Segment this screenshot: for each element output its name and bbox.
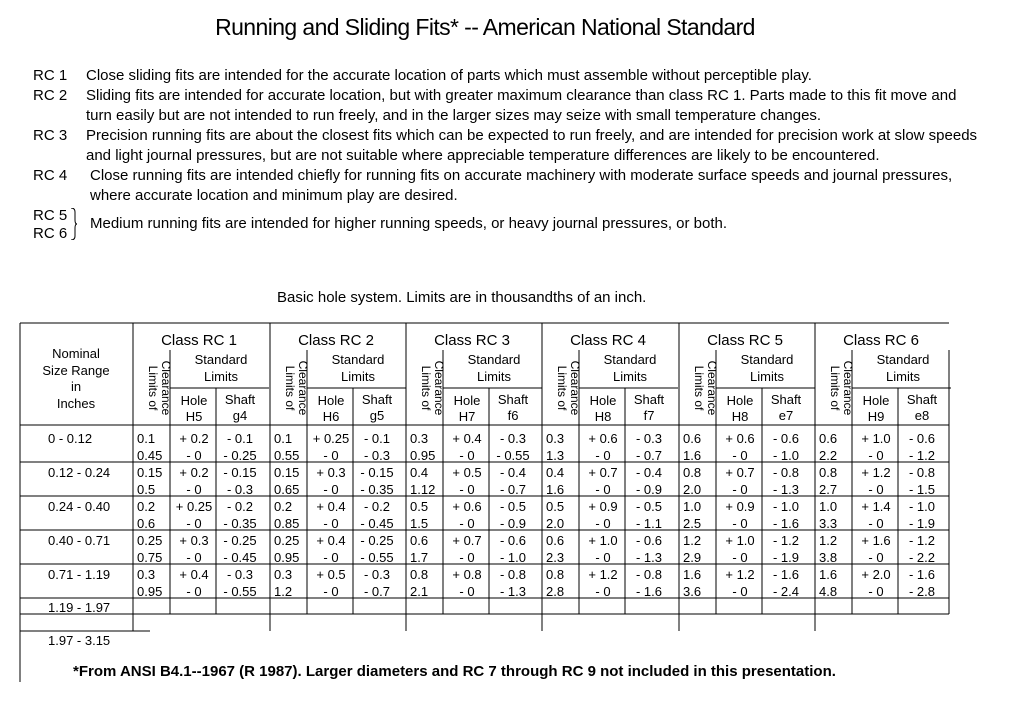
hole-upper-limit: + 1.6: [861, 533, 891, 548]
clearance-max: 2.7: [819, 482, 838, 497]
hole-upper-limit: + 1.0: [725, 533, 755, 548]
hole-upper-limit: + 1.0: [861, 431, 891, 446]
shaft-lower-limit: - 0.7: [635, 448, 663, 463]
hole-upper-limit: + 0.8: [452, 567, 482, 582]
class-header: Class RC 6: [843, 332, 919, 349]
shaft-lower-limit: - 0.7: [363, 584, 391, 599]
hole-upper-limit: + 0.7: [725, 465, 755, 480]
shaft-grade-label: f6: [507, 408, 519, 423]
clearance-label: Limits of: [828, 365, 842, 411]
size-range-label: 0.12 - 0.24: [48, 465, 111, 480]
shaft-grade-label: e7: [778, 408, 794, 423]
shaft-lower-limit: - 2.8: [908, 584, 936, 599]
hole-lower-limit: - 0: [868, 516, 884, 531]
clearance-min: 0.6: [683, 431, 702, 446]
shaft-lower-limit: - 1.6: [772, 516, 800, 531]
definition-text: Close running fits are intended chiefly for running fits on accurate machinery with moderate surface speeds and journal pressures, where accurate location and minimum play are desired.: [90, 167, 953, 204]
clearance-min: 0.6: [819, 431, 838, 446]
hole-lower-limit: - 0: [323, 516, 339, 531]
clearance-label: Limits of: [555, 365, 569, 411]
shaft-upper-limit: - 0.8: [499, 567, 527, 582]
clearance-max: 0.6: [137, 516, 156, 531]
size-range-label: 1.19 - 1.97: [48, 600, 111, 615]
shaft-lower-limit: - 0.25: [223, 448, 257, 463]
nominal-header: Nominal: [52, 346, 100, 361]
standard-label: Standard: [603, 352, 657, 367]
hole-lower-limit: - 0: [732, 550, 748, 565]
clearance-max: 1.12: [410, 482, 436, 497]
hole-lower-limit: - 0: [595, 448, 611, 463]
hole-grade-label: H8: [594, 409, 612, 424]
shaft-lower-limit: - 1.0: [772, 448, 800, 463]
hole-lower-limit: - 0: [186, 584, 202, 599]
hole-lower-limit: - 0: [186, 482, 202, 497]
shaft-lower-limit: - 0.3: [226, 482, 254, 497]
shaft-lower-limit: - 0.45: [223, 550, 257, 565]
hole-upper-limit: + 0.5: [452, 465, 482, 480]
shaft-lower-limit: - 1.9: [908, 516, 936, 531]
clearance-max: 2.9: [683, 550, 702, 565]
shaft-upper-limit: - 1.0: [908, 499, 936, 514]
hole-lower-limit: - 0: [868, 550, 884, 565]
definition-code: RC 1: [33, 67, 68, 84]
hole-lower-limit: - 0: [186, 448, 202, 463]
shaft-lower-limit: - 1.9: [772, 550, 800, 565]
hole-upper-limit: + 0.4: [316, 533, 346, 548]
nominal-header: in: [70, 379, 82, 394]
hole-lower-limit: - 0: [732, 448, 748, 463]
shaft-lower-limit: - 0.35: [223, 516, 257, 531]
hole-lower-limit: - 0: [186, 550, 202, 565]
hole-lower-limit: - 0: [323, 550, 339, 565]
hole-lower-limit: - 0: [323, 482, 339, 497]
hole-label: Hole: [589, 393, 617, 408]
shaft-upper-limit: - 1.6: [908, 567, 936, 582]
hole-upper-limit: + 0.9: [588, 499, 618, 514]
nominal-header: Inches: [56, 396, 96, 411]
hole-grade-label: H9: [867, 409, 885, 424]
clearance-max: 0.95: [274, 550, 300, 565]
clearance-min: 0.25: [137, 533, 163, 548]
shaft-lower-limit: - 0.55: [496, 448, 530, 463]
clearance-min: 0.1: [274, 431, 293, 446]
hole-upper-limit: + 0.4: [316, 499, 346, 514]
limits-label: Limits: [477, 369, 511, 384]
hole-upper-limit: + 0.7: [588, 465, 618, 480]
clearance-label: Clearance: [159, 360, 173, 416]
shaft-label: Shaft: [224, 392, 256, 407]
clearance-min: 0.3: [274, 567, 293, 582]
hole-upper-limit: + 0.6: [588, 431, 618, 446]
shaft-upper-limit: - 1.2: [772, 533, 800, 548]
clearance-label: Clearance: [568, 360, 582, 416]
shaft-lower-limit: - 0.55: [223, 584, 257, 599]
class-header: Class RC 1: [161, 332, 237, 349]
standard-label: Standard: [876, 352, 930, 367]
clearance-min: 1.0: [819, 499, 838, 514]
hole-upper-limit: + 0.2: [179, 431, 209, 446]
clearance-max: 2.5: [683, 516, 702, 531]
clearance-max: 2.8: [546, 584, 565, 599]
clearance-max: 0.5: [137, 482, 156, 497]
shaft-upper-limit: - 0.3: [499, 431, 527, 446]
hole-lower-limit: - 0: [595, 482, 611, 497]
clearance-min: 1.2: [819, 533, 838, 548]
shaft-upper-limit: - 0.2: [226, 499, 254, 514]
hole-lower-limit: - 0: [459, 448, 475, 463]
definition-code: RC 3: [33, 127, 68, 144]
definition-code: RC 2: [33, 87, 68, 104]
clearance-max: 2.3: [546, 550, 565, 565]
shaft-grade-label: f7: [643, 408, 655, 423]
shaft-upper-limit: - 0.5: [499, 499, 527, 514]
clearance-max: 1.7: [410, 550, 429, 565]
definition-code: RC 5: [33, 207, 68, 224]
clearance-max: 3.3: [819, 516, 838, 531]
hole-lower-limit: - 0: [459, 584, 475, 599]
hole-lower-limit: - 0: [868, 448, 884, 463]
definition-text: Precision running fits are about the closest fits which can be expected to run freely, and are intended for precision work at slow speeds and light journal pressures, but are not suitable where appreciable temperature differences are likely to be encountered.: [86, 127, 978, 164]
hole-upper-limit: + 0.6: [452, 499, 482, 514]
clearance-min: 0.2: [274, 499, 293, 514]
shaft-upper-limit: - 0.3: [226, 567, 254, 582]
clearance-label: Limits of: [692, 365, 706, 411]
shaft-lower-limit: - 0.9: [635, 482, 663, 497]
clearance-min: 0.15: [137, 465, 163, 480]
shaft-upper-limit: - 0.8: [635, 567, 663, 582]
clearance-min: 0.5: [410, 499, 429, 514]
hole-lower-limit: - 0: [323, 448, 339, 463]
hole-upper-limit: + 0.3: [316, 465, 346, 480]
hole-grade-label: H8: [731, 409, 749, 424]
clearance-min: 0.8: [683, 465, 702, 480]
shaft-upper-limit: - 1.6: [772, 567, 800, 582]
clearance-max: 1.2: [274, 584, 293, 599]
clearance-max: 1.6: [546, 482, 565, 497]
shaft-label: Shaft: [906, 392, 938, 407]
hole-label: Hole: [862, 393, 890, 408]
limits-label: Limits: [204, 369, 238, 384]
clearance-min: 0.3: [546, 431, 565, 446]
shaft-upper-limit: - 0.6: [772, 431, 800, 446]
hole-grade-label: H7: [458, 409, 476, 424]
shaft-upper-limit: - 0.6: [908, 431, 936, 446]
clearance-min: 0.6: [546, 533, 565, 548]
clearance-min: 0.5: [546, 499, 565, 514]
hole-upper-limit: + 1.2: [861, 465, 891, 480]
clearance-max: 0.95: [137, 584, 163, 599]
hole-upper-limit: + 1.4: [861, 499, 891, 514]
footnote: *From ANSI B4.1--1967 (R 1987). Larger diameters and RC 7 through RC 9 not included in this presentation.: [73, 663, 836, 680]
clearance-min: 0.4: [546, 465, 565, 480]
clearance-label: Clearance: [296, 360, 310, 416]
shaft-lower-limit: - 1.1: [635, 516, 663, 531]
hole-label: Hole: [180, 393, 208, 408]
clearance-min: 0.25: [274, 533, 300, 548]
standard-label: Standard: [331, 352, 385, 367]
definition-code: RC 4: [33, 167, 68, 184]
shaft-lower-limit: - 0.55: [360, 550, 394, 565]
clearance-min: 1.6: [683, 567, 702, 582]
shaft-upper-limit: - 0.5: [635, 499, 663, 514]
hole-lower-limit: - 0: [595, 550, 611, 565]
standard-label: Standard: [467, 352, 521, 367]
size-range-label: 1.97 - 3.15: [48, 633, 111, 648]
shaft-upper-limit: - 1.0: [772, 499, 800, 514]
shaft-upper-limit: - 0.8: [908, 465, 936, 480]
definition-text: Medium running fits are intended for higher running speeds, or heavy journal pressures, or both.: [90, 215, 728, 232]
hole-upper-limit: + 1.0: [588, 533, 618, 548]
clearance-max: 1.5: [410, 516, 429, 531]
shaft-lower-limit: - 1.3: [499, 584, 527, 599]
clearance-max: 1.3: [546, 448, 565, 463]
shaft-upper-limit: - 0.6: [499, 533, 527, 548]
class-header: Class RC 4: [570, 332, 646, 349]
shaft-lower-limit: - 0.9: [499, 516, 527, 531]
page-title: Running and Sliding Fits* -- American National Standard: [215, 14, 755, 40]
size-range-label: 0.40 - 0.71: [48, 533, 111, 548]
limits-label: Limits: [750, 369, 784, 384]
clearance-min: 0.6: [410, 533, 429, 548]
clearance-label: Clearance: [432, 360, 446, 416]
clearance-min: 0.8: [819, 465, 838, 480]
hole-grade-label: H5: [185, 409, 203, 424]
clearance-max: 3.8: [819, 550, 838, 565]
hole-lower-limit: - 0: [868, 584, 884, 599]
clearance-max: 0.55: [274, 448, 300, 463]
hole-grade-label: H6: [322, 409, 340, 424]
standard-label: Standard: [740, 352, 794, 367]
clearance-max: 0.95: [410, 448, 436, 463]
shaft-lower-limit: - 0.3: [363, 448, 391, 463]
shaft-upper-limit: - 0.4: [499, 465, 527, 480]
clearance-label: Clearance: [705, 360, 719, 416]
shaft-label: Shaft: [770, 392, 802, 407]
definition-text: Close sliding fits are intended for the accurate location of parts which must assemble without perceptible play.: [86, 67, 812, 84]
shaft-upper-limit: - 0.25: [360, 533, 394, 548]
shaft-lower-limit: - 1.2: [908, 448, 936, 463]
shaft-upper-limit: - 0.15: [360, 465, 394, 480]
shaft-upper-limit: - 0.2: [363, 499, 391, 514]
hole-upper-limit: + 0.3: [179, 533, 209, 548]
hole-lower-limit: - 0: [868, 482, 884, 497]
clearance-max: 3.6: [683, 584, 702, 599]
basic-hole-note: Basic hole system. Limits are in thousandths of an inch.: [277, 289, 647, 306]
clearance-max: 2.0: [683, 482, 702, 497]
class-header: Class RC 2: [298, 332, 374, 349]
hole-upper-limit: + 0.4: [179, 567, 209, 582]
hole-upper-limit: + 0.7: [452, 533, 482, 548]
clearance-max: 2.0: [546, 516, 565, 531]
clearance-min: 0.2: [137, 499, 156, 514]
clearance-max: 0.45: [137, 448, 163, 463]
hole-label: Hole: [726, 393, 754, 408]
clearance-min: 0.3: [137, 567, 156, 582]
shaft-lower-limit: - 1.5: [908, 482, 936, 497]
limits-label: Limits: [341, 369, 375, 384]
clearance-max: 2.2: [819, 448, 838, 463]
clearance-max: 0.85: [274, 516, 300, 531]
hole-upper-limit: + 0.2: [179, 465, 209, 480]
class-header: Class RC 5: [707, 332, 783, 349]
clearance-label: Clearance: [841, 360, 855, 416]
hole-label: Hole: [453, 393, 481, 408]
shaft-lower-limit: - 2.2: [908, 550, 936, 565]
clearance-min: 0.1: [137, 431, 156, 446]
hole-upper-limit: + 0.6: [725, 431, 755, 446]
shaft-lower-limit: - 0.35: [360, 482, 394, 497]
definition-code: RC 6: [33, 225, 68, 242]
hole-upper-limit: + 0.25: [175, 499, 213, 514]
shaft-upper-limit: - 0.1: [226, 431, 254, 446]
hole-lower-limit: - 0: [186, 516, 202, 531]
clearance-label: Limits of: [419, 365, 433, 411]
hole-lower-limit: - 0: [323, 584, 339, 599]
clearance-min: 0.15: [274, 465, 300, 480]
shaft-lower-limit: - 2.4: [772, 584, 800, 599]
shaft-upper-limit: - 0.1: [363, 431, 391, 446]
shaft-lower-limit: - 1.6: [635, 584, 663, 599]
clearance-min: 1.0: [683, 499, 702, 514]
hole-upper-limit: + 0.4: [452, 431, 482, 446]
hole-label: Hole: [317, 393, 345, 408]
hole-upper-limit: + 1.2: [725, 567, 755, 582]
hole-lower-limit: - 0: [732, 516, 748, 531]
clearance-min: 0.8: [410, 567, 429, 582]
class-header: Class RC 3: [434, 332, 510, 349]
shaft-upper-limit: - 0.25: [223, 533, 257, 548]
shaft-upper-limit: - 0.3: [363, 567, 391, 582]
shaft-lower-limit: - 1.0: [499, 550, 527, 565]
shaft-grade-label: g4: [232, 408, 248, 423]
hole-lower-limit: - 0: [459, 516, 475, 531]
shaft-label: Shaft: [361, 392, 393, 407]
shaft-grade-label: g5: [369, 408, 385, 423]
hole-lower-limit: - 0: [732, 482, 748, 497]
hole-upper-limit: + 0.5: [316, 567, 346, 582]
limits-label: Limits: [613, 369, 647, 384]
definition-text: Sliding fits are intended for accurate location, but with greater maximum clearance than class RC 1. Parts made to this fit move and turn easily but are not intended to run freely, and in the larger sizes may seize with small temperature changes.: [86, 87, 957, 124]
shaft-upper-limit: - 0.6: [635, 533, 663, 548]
hole-lower-limit: - 0: [459, 482, 475, 497]
shaft-upper-limit: - 0.3: [635, 431, 663, 446]
clearance-min: 0.8: [546, 567, 565, 582]
shaft-upper-limit: - 0.15: [223, 465, 257, 480]
shaft-lower-limit: - 0.7: [499, 482, 527, 497]
shaft-lower-limit: - 1.3: [635, 550, 663, 565]
shaft-upper-limit: - 1.2: [908, 533, 936, 548]
shaft-lower-limit: - 0.45: [360, 516, 394, 531]
shaft-upper-limit: - 0.8: [772, 465, 800, 480]
hole-lower-limit: - 0: [459, 550, 475, 565]
clearance-min: 1.6: [819, 567, 838, 582]
clearance-min: 1.2: [683, 533, 702, 548]
clearance-max: 0.65: [274, 482, 300, 497]
shaft-grade-label: e8: [914, 408, 930, 423]
clearance-min: 0.3: [410, 431, 429, 446]
size-range-label: 0.24 - 0.40: [48, 499, 111, 514]
limits-label: Limits: [886, 369, 920, 384]
clearance-min: 0.4: [410, 465, 429, 480]
clearance-max: 4.8: [819, 584, 838, 599]
clearance-label: Limits of: [146, 365, 160, 411]
clearance-max: 2.1: [410, 584, 429, 599]
shaft-label: Shaft: [497, 392, 529, 407]
hole-lower-limit: - 0: [732, 584, 748, 599]
hole-upper-limit: + 2.0: [861, 567, 891, 582]
standard-label: Standard: [194, 352, 248, 367]
hole-upper-limit: + 0.9: [725, 499, 755, 514]
hole-lower-limit: - 0: [595, 584, 611, 599]
hole-upper-limit: + 0.25: [312, 431, 350, 446]
shaft-upper-limit: - 0.4: [635, 465, 663, 480]
hole-lower-limit: - 0: [595, 516, 611, 531]
clearance-max: 1.6: [683, 448, 702, 463]
clearance-max: 0.75: [137, 550, 163, 565]
nominal-header: Size Range: [42, 363, 110, 378]
hole-upper-limit: + 1.2: [588, 567, 618, 582]
size-range-label: 0 - 0.12: [48, 431, 93, 446]
shaft-lower-limit: - 1.3: [772, 482, 800, 497]
clearance-label: Limits of: [283, 365, 297, 411]
shaft-label: Shaft: [633, 392, 665, 407]
size-range-label: 0.71 - 1.19: [48, 567, 111, 582]
